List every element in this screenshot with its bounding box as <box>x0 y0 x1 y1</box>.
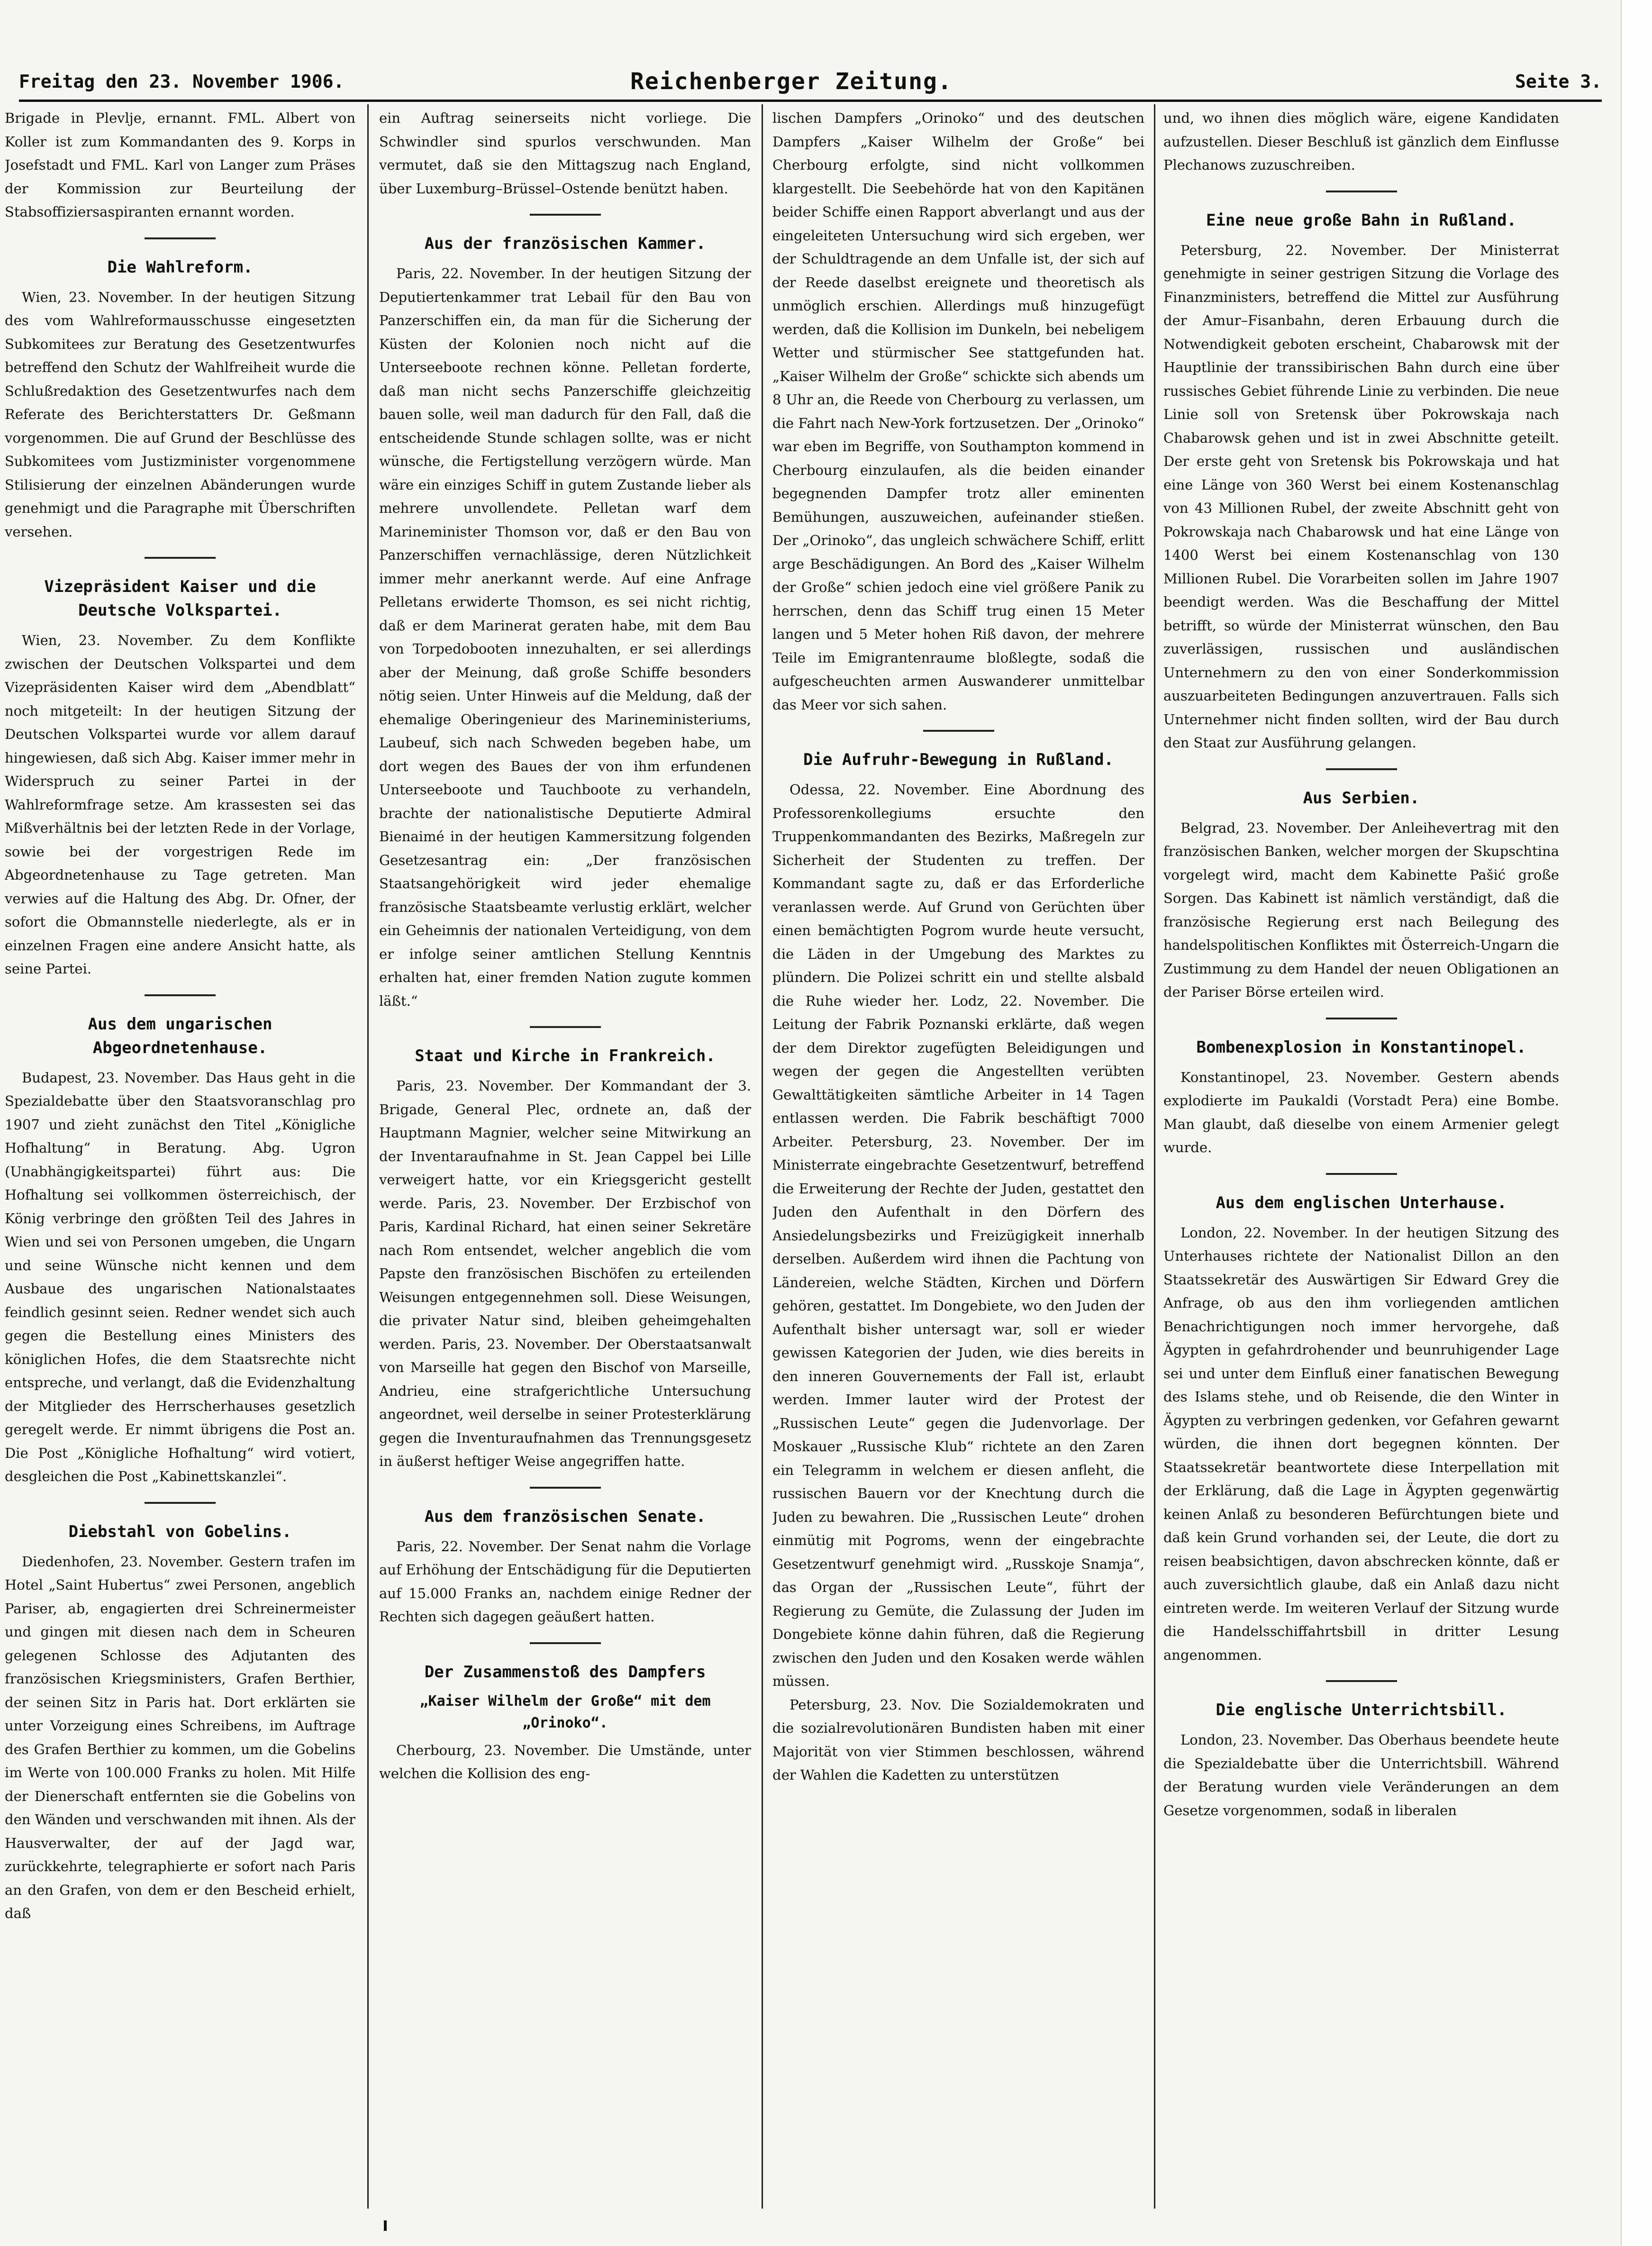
article-text: Diedenhofen, 23. November. Gestern trafen im Hotel „Saint Hubertus“ zwei Personen, angeblich Pariser, ab, engagierten drei Schreinermeister und gingen mit diesen nach dem in Scheuren gelegenen Schlosse des Adjutanten des französischen Kriegsministers, Grafen Berthier, der seinen Sitz in Paris hat. Dort erklärten sie unter Vorzeigung eines Schreibens, im Auftrage des Grafen Berthier zu kommen, um die Gobelins im Werte von 100.000 Franks zu holen. Mit Hilfe der Dienerschaft entfernten sie die Gobelins von den Wänden und verschwanden mit ihnen. Als der Hausverwalter, der auf der Jagd war, zurückkehrte, telegraphierte er sofort nach Paris an den Grafen, von dem er den Bescheid erhielt, daß <box>5 1553 355 1921</box>
article-text: Cherbourg, 23. November. Die Umstände, unter welchen die Kollision des eng- <box>379 1742 751 1782</box>
article-title: Der Zusammenstoß des Dampfers <box>424 1662 706 1682</box>
separator <box>530 214 601 216</box>
separator <box>145 557 216 559</box>
article-title: Die englische Unterrichtsbill. <box>1216 1700 1507 1719</box>
separator <box>530 1026 601 1028</box>
article-text: Wien, 23. November. Zu dem Konflikte zwischen der Deutschen Volkspartei und dem Vizepräsidenten Kaiser wird dem „Abendblatt“ noch mitgeteilt: In der heutigen Sitzung der Deutschen Volkspartei wurde vor allem darauf hingewiesen, daß sich Abg. Kaiser immer mehr in Widerspruch zu seiner Partei in der Wahlreformfrage setze. Am krassesten sei das Mißverhältnis bei der letzten Rede in der Vorlage, sowie bei der vorgestrigen Rede im Abgeordnetenhause zu Tage getreten. Man verwies auf die Haltung des Abg. Dr. Ofner, der sofort die Obmannstelle niederlegte, als er in einzelnen Fragen eine andere Ansicht hatte, als seine Partei. <box>5 632 355 977</box>
article-title: Vizepräsident Kaiser und die Deutsche Volkspartei. <box>44 577 316 620</box>
article-text: London, 23. November. Das Oberhaus beendete heute die Spezialdebatte über die Unterrichtsbill. Während der Beratung wurden viele Veränderungen an dem Gesetze vorgenommen, sodaß in liberalen <box>1163 1732 1559 1819</box>
article-text: Paris, 22. November. In der heutigen Sitzung der Deputiertenkammer trat Lebail für den Bau von Panzerschiffen ein, da man für die Sicherung der Küsten der Kolonien noch nicht auf die Unterseeboote rechnen könne. Pelletan forderte, daß man nicht sechs Panzerschiffe gleichzeitig bauen solle, weil man dadurch für den Fall, daß die entscheidende Stunde schlagen sollte, was er nicht wünsche, die Fertigstellung verzögern würde. Man wäre ein einziges Schiff in gutem Zustande lieber als mehrere unvollendete. Pelletan warf dem Marineminister Thomson vor, daß er den Bau von Panzerschiffen vernachlässige, deren Nützlichkeit immer mehr anerkannt werde. Auf eine Anfrage Pelletans erwiderte Thomson, es sei nicht richtig, daß er dem Marinerat geraten habe, mit dem Bau von Torpedobooten innezuhalten, er sei allerdings aber der Meinung, daß große Schiffe besonders nötig seien. Unter Hinweis auf die Meldung, daß der ehemalige Oberingenieur des Marineministeriums, Laubeuf, sich nach Schweden begeben habe, um dort wegen des Baues der von ihm erfundenen Unterseeboote und Tauchboote zu verhandeln, brachte der nationalistische Deputierte Admiral Bienaimé in der heutigen Kammersitzung folgenden Gesetzesantrag ein: „Der französischen Staatsangehörigkeit wird jeder ehemalige französische Staatsbeamte verlustig erklärt, welcher ein Geheimnis der nationalen Verteidigung, von dem er infolge seiner amtlichen Stellung Kenntnis erhalten hat, einer fremden Nation zugute kommen läßt.“ <box>379 265 751 1009</box>
article-subtitle: „Kaiser Wilhelm der Große“ mit dem „Orinoko“. <box>419 1692 711 1731</box>
article-continuation: Brigade in Plevlje, ernannt. FML. Albert von Koller ist zum Kommandanten des 9. Korps in Josefstadt und FML. Karl von Langer zum Präses der Kommission zur Beurteilung der Stabsoffiziersaspiranten ernannt worden. <box>5 110 355 220</box>
article-title: Aus dem ungarischen Abgeordnetenhause. <box>88 1014 272 1057</box>
separator <box>145 1502 216 1504</box>
article-text: Konstantinopel, 23. November. Gestern abends explodierte im Paukaldi (Vorstadt Pera) eine Bombe. Man glaubt, daß dieselbe von einem Armenier gelegt wurde. <box>1163 1069 1559 1155</box>
separator <box>145 994 216 996</box>
column-1 <box>5 107 355 2211</box>
article-title: Eine neue große Bahn in Rußland. <box>1206 210 1517 230</box>
article-title: Aus dem französischen Senate. <box>424 1507 706 1526</box>
article-text: Budapest, 23. November. Das Haus geht in die Spezialdebatte über den Staatsvoranschlag pro 1907 und zieht zunächst den Titel „Königliche Hofhaltung“ in Beratung. Abg. Ugron (Unabhängigkeitspartei) führt aus: Die Hofhaltung sei vollkommen österreichisch, der König verbringe den größten Teil des Jahres in Wien und sei von Personen umgeben, die Ungarn und seine Wünsche nicht kennen und dem Ausbaue des ungarischen Nationalstaates feindlich gesinnt seien. Redner wendet sich auch gegen die Bestellung eines Ministers des königlichen Hofes, die dem Staatsrechte nicht entspreche, und verlangt, daß die Evidenzhaltung der Mitglieder des Herrscherhauses gesetzlich geregelt werde. Er nimmt übrigens die Post an. Die Post „Königliche Hofhaltung“ wird votiert, desgleichen die Post „Kabinettskanzlei“. <box>5 1069 355 1484</box>
issue-date: Freitag den 23. November 1906. <box>19 71 345 92</box>
separator <box>1326 191 1397 192</box>
article-title: Staat und Kirche in Frankreich. <box>415 1046 716 1065</box>
article-text: Petersburg, 22. November. Der Ministerrat genehmigte in seiner gestrigen Sitzung die Vorlage des Finanzministers, betreffend die Mittel zur Ausführung der Amur–Fisanbahn, deren Erbauung durch die Notwendigkeit geboten erscheint, Chabarowsk mit der Hauptlinie der transsibirischen Bahn durch eine über russisches Gebiet führende Linie zu verbinden. Die neue Linie soll von Sretensk über Pokrowskaja nach Chabarowsk gehen und ist in zwei Abschnitte geteilt. Der erste geht von Sretensk bis Pokrowskaja und hat eine Länge von 360 Werst bei einem Kostenanschlag von 43 Millionen Rubel, der zweite Abschnitt geht von Pokrowskaja nach Chabarowsk und hat eine Länge von 1400 Werst bei einem Kostenanschlag von 130 Millionen Rubel. Die Vorarbeiten sollen im Jahre 1907 beendigt werden. Was die Beschaffung der Mittel betrifft, so würde der Ministerrat wünschen, den Bau zuverlässigen, russischen und ausländischen Unternehmern zu den von einer Sonderkommission auszuarbeiteten Bedingungen anzuvertrauen. Falls sich Unternehmer nicht finden sollten, wird der Bau durch den Staat zur Ausführung gelangen. <box>1163 242 1559 751</box>
separator <box>145 237 216 239</box>
article-title: Die Aufruhr-Bewegung in Rußland. <box>803 750 1114 769</box>
column-2 <box>379 107 751 2211</box>
separator <box>923 730 994 732</box>
article-title: Aus Serbien. <box>1303 788 1420 808</box>
article-text: Wien, 23. November. In der heutigen Sitzung des vom Wahlreformausschusse eingesetzten Subkomitees zur Beratung des Gesetzentwurfes betreffend den Schutz der Wahlfreiheit wurde die Schlußredaktion des Gesetzentwurfes nach dem Referate des Berichterstatters Dr. Geßmann vorgenommen. Die auf Grund der Beschlüsse des Subkomitees vom Justizminister vorgenommene Stilisierung der einzelnen Abänderungen wurde genehmigt und die Paragraphe mit Überschriften versehen. <box>5 289 355 540</box>
separator <box>1326 1173 1397 1175</box>
article-title: Aus der französischen Kammer. <box>424 234 706 253</box>
masthead: Reichenberger Zeitung. <box>630 68 953 95</box>
column-rule <box>762 104 763 2209</box>
article-continuation: ein Auftrag seinerseits nicht vorliege. Die Schwindler sind spurlos verschwunden. Man vermutet, daß sie den Mittagszug nach England, über Luxemburg–Brüssel–Ostende benützt haben. <box>379 110 751 197</box>
article-text: Odessa, 22. November. Eine Abordnung des Professorenkollegiums ersuchte den Truppenkommandanten des Bezirks, Maßregeln zur Sicherheit der Studenten zu treffen. Der Kommandant sagte zu, daß er das Erforderliche veranlassen werde. Auf Grund von Gerüchten über einen bemächtigten Pogrom wurde heute versucht, die Läden in der Umgebung des Marktes zu plündern. Die Polizei schritt ein und stellte alsbald die Ruhe wieder her. Lodz, 22. November. Die Leitung der Fabrik Poznanski erklärte, daß wegen der dem Direktor zugefügten Beleidigungen und wegen der gegen die Angestellten verübten Gewalttätigkeiten sämtliche Arbeiter in 14 Tagen entlassen werden. Die Fabrik beschäftigt 7000 Arbeiter. Petersburg, 23. November. Der im Ministerrate eingebrachte Gesetzentwurf, betreffend die Erweiterung der Rechte der Juden, gestattet den Juden den Aufenthalt in den Dörfern des Ansiedelungsbezirks und Freizügigkeit innerhalb derselben. Außerdem wird ihnen die Pachtung von Ländereien, welche Städten, Kirchen und Dörfern gehören, gestattet. Im Dongebiete, wo den Juden der Aufenthalt bisher untersagt war, soll er wieder gewissen Kategorien der Juden, wie dies bereits in den inneren Gouvernements der Fall ist, erlaubt werden. Immer lauter wird der Protest der „Russischen Leute“ gegen die Judenvorlage. Der Moskauer „Russische Klub“ richtete an den Zaren ein Telegramm in welchem er diesen anfleht, die russischen Bauern vor der Knechtung durch die Juden zu bewahren. Die „Russischen Leute“ drohen einmütig mit Pogroms, wenn der eingebrachte Gesetzentwurf genehmigt wird. „Russkoje Snamja“, das Organ der „Russischen Leute“, führt der Regierung zu Gemüte, die Zulassung der Juden im Dongebiete könne dahin führen, daß die Regierung zwischen den Juden und den Kosaken werde wählen müssen. <box>772 782 1144 1689</box>
column-3 <box>772 107 1144 2211</box>
article-text: Paris, 23. November. Der Kommandant der 3. Brigade, General Plec, ordnete an, daß der Hauptmann Magnier, welcher seine Mitwirkung an der Inventaraufnahme in St. Jean Cappel bei Lille verweigert hatte, vor ein Kriegsgericht gestellt werde. Paris, 23. November. Der Erzbischof von Paris, Kardinal Richard, hat einen seiner Sekretäre nach Rom entsendet, welcher angeblich die vom Papste den französischen Bischöfen zu erteilenden Weisungen entgegennehmen soll. Diese Weisungen, die privater Natur sind, bleiben geheimgehalten werden. Paris, 23. November. Der Oberstaatsanwalt von Marseille hat gegen den Bischof von Marseille, Andrieu, eine strafgerichtliche Untersuchung angeordnet, weil derselbe in seiner Protesterklärung gegen die Inventuraufnahmen das Trennungsgesetz in äußerst heftiger Weise angegriffen hatte. <box>379 1078 751 1469</box>
print-mark <box>384 2220 387 2231</box>
article-title: Die Wahlreform. <box>107 257 253 277</box>
column-4 <box>1163 107 1559 2211</box>
separator <box>530 1487 601 1489</box>
article-text: Petersburg, 23. Nov. Die Sozialdemokraten und die sozialrevolutionären Bundisten haben mit einer Majorität von vier Stimmen beschlossen, während der Wahlen die Kadetten zu unterstützen <box>772 1696 1144 1783</box>
article-text: London, 22. November. In der heutigen Sitzung des Unterhauses richtete der Nationalist Dillon an den Staatssekretär des Auswärtigen Sir Edward Grey die Anfrage, ob aus den ihm vorliegenden amtlichen Benachrichtigungen noch immer hervorgehe, daß Ägypten in gefahrdrohender und beunruhigender Lage sei und unter dem Einfluß einer fanatischen Bewegung des Islams stehe, und ob Reisende, die den Winter in Ägypten zu verbringen gedenken, vor Gefahren gewarnt würden, die ihnen dort begegnen könnten. Der Staatssekretär beantwortete diese Interpellation mit der Erklärung, daß die Lage in Ägypten gegenwärtig keinen Anlaß zu besonderen Befürchtungen biete und daß kein Grund vorhanden sei, der Leute, die dort zu reisen beabsichtigen, davon abschrecken könnte, daß er auch zuversichtlich glaube, daß ein Anlaß dazu nicht eintreten werde. Im weiteren Verlauf der Sitzung wurde die Handelsschiffahrtsbill in dritter Lesung angenommen. <box>1163 1224 1559 1663</box>
article-continuation: und, wo ihnen dies möglich wäre, eigene Kandidaten aufzustellen. Dieser Beschluß ist gänzlich dem Einflusse Plechanows zuzuschreiben. <box>1163 110 1559 173</box>
article-title: Aus dem englischen Unterhause. <box>1216 1193 1507 1212</box>
separator <box>530 1642 601 1644</box>
column-rule <box>367 104 369 2209</box>
scan-margin <box>1621 0 1652 2246</box>
article-text: Paris, 22. November. Der Senat nahm die Vorlage auf Erhöhung der Entschädigung für die Deputierten auf 15.000 Franks an, nachdem einige Redner der Rechten sich dagegen geäußert hatten. <box>379 1538 751 1625</box>
article-continuation: lischen Dampfers „Orinoko“ und des deutschen Dampfers „Kaiser Wilhelm der Große“ bei Cherbourg erfolgte, sind nicht vollkommen klargestellt. Die Seebehörde hat von den Kapitänen beider Schiffe einen Rapport abverlangt und aus der eingeleiteten Untersuchung wird sich ergeben, wer der Schuldtragende an dem Unfalle ist, der sich auf der Reede daselbst ereignete und theoretisch als unmöglich erschien. Allerdings muß hinzugefügt werden, daß die Kollision im Dunkeln, bei nebeligem Wetter und stürmischer See stattgefunden hat. „Kaiser Wilhelm der Große“ schickte sich abends um 8 Uhr an, die Reede von Cherbourg zu verlassen, um die Fahrt nach New-York fortzusetzen. Der „Orinoko“ war eben im Begriffe, von Southampton kommend in Cherbourg einzulaufen, als die beiden einander begegnenden Dampfer trotz aller eminenten Bemühungen, auszuweichen, aufeinander stießen. Der „Orinoko“, das ungleich schwächere Schiff, erlitt arge Beschädigungen. An Bord des „Kaiser Wilhelm der Große“ schien jedoch eine viel größere Panik zu herrschen, denn das Schiff trug einen 15 Meter langen und 5 Meter hohen Riß davon, der mehrere Teile im Emigrantenraume bloßlegte, sodaß die aufgescheuchten armen Auswanderer unmittelbar das Meer vor sich sahen. <box>772 110 1144 713</box>
article-text: Belgrad, 23. November. Der Anleihevertrag mit den französischen Banken, welcher morgen der Skupschtina vorgelegt wird, macht dem Kabinette Pašić große Sorgen. Das Kabinett ist nämlich verständigt, daß die französische Regierung erst nach Beilegung des handelspolitischen Konfliktes mit Österreich-Ungarn die Zustimmung zu dem Handel der neuen Obligationen an der Pariser Börse erteilen wird. <box>1163 819 1559 1000</box>
column-rule <box>1154 104 1155 2209</box>
separator <box>1326 1680 1397 1682</box>
article-title: Bombenexplosion in Konstantinopel. <box>1196 1037 1526 1057</box>
page-header <box>19 66 1602 102</box>
article-title: Diebstahl von Gobelins. <box>68 1522 292 1541</box>
separator <box>1326 1018 1397 1019</box>
page-number: Seite 3. <box>1515 71 1602 92</box>
separator <box>1326 768 1397 770</box>
